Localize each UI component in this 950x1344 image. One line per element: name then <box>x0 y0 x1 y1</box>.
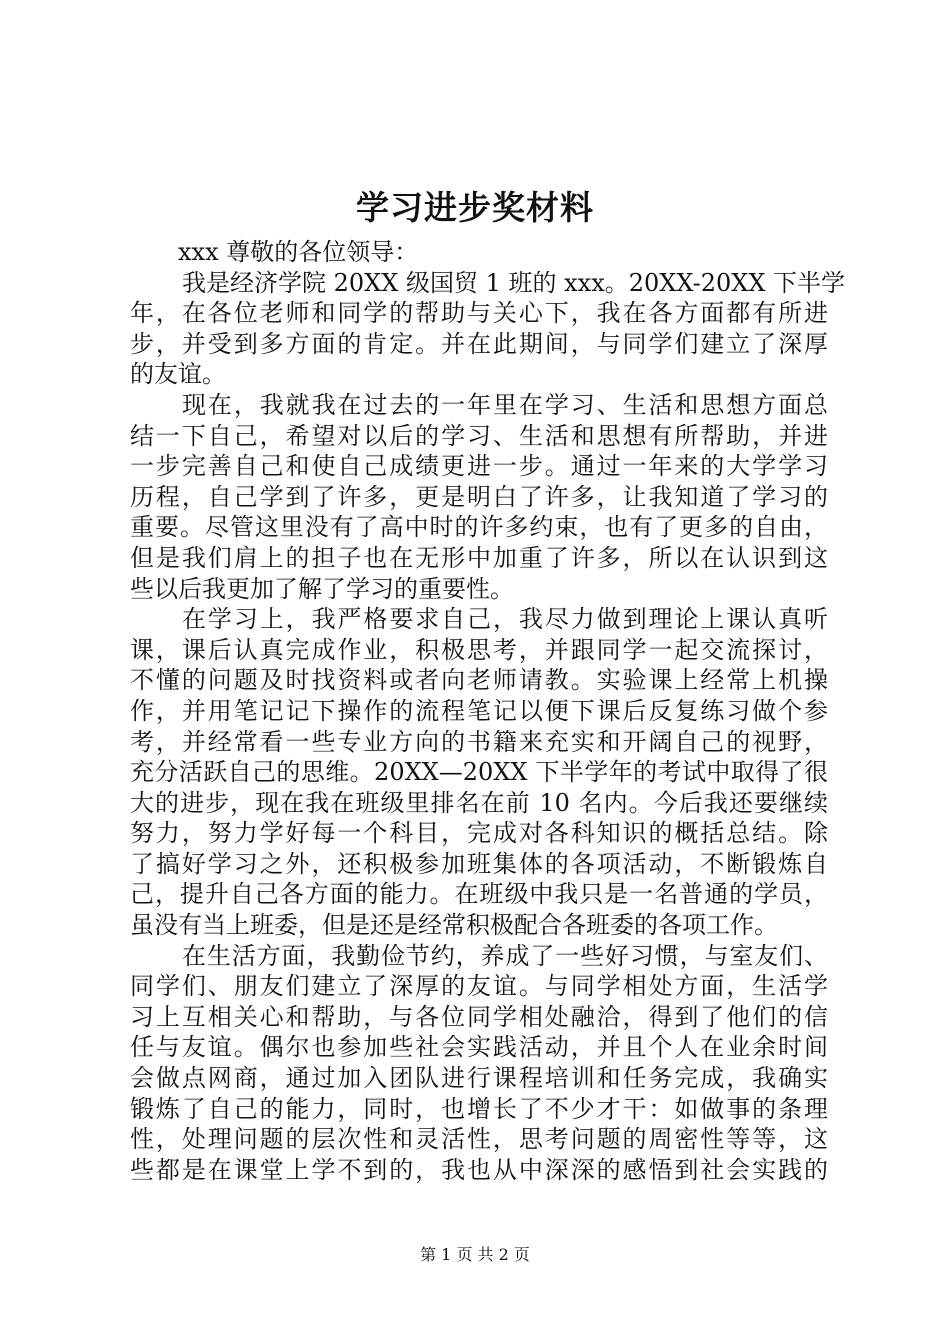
paragraph-line: 同学们、朋友们建立了深厚的友谊。与同学相处方面，生活学 <box>130 972 828 1001</box>
paragraph-line: 步，并受到多方面的肯定。并在此期间，与同学们建立了深厚 <box>130 329 828 358</box>
paragraph-line: 大的进步，现在我在班级里排名在前 10 名内。今后我还要继续 <box>130 788 828 817</box>
paragraph-line: 努力，努力学好每一个科目，完成对各科知识的概括总结。除 <box>130 819 828 848</box>
paragraph-line: 些以后我更加了解了学习的重要性。 <box>130 574 514 603</box>
paragraph-line: 课，课后认真完成作业，积极思考，并跟同学一起交流探讨， <box>130 635 828 664</box>
paragraph-line: 在学习上，我严格要求自己，我尽力做到理论上课认真听 <box>182 605 828 634</box>
paragraph-line: 在生活方面，我勤俭节约，养成了一些好习惯，与室友们、 <box>182 941 828 970</box>
paragraph-line: 充分活跃自己的思维。20XX—20XX 下半学年的考试中取得了很 <box>130 758 828 787</box>
page-footer: 第 1 页 共 2 页 <box>420 1245 530 1264</box>
paragraph-line: 锻炼了自己的能力，同时，也增长了不少才干：如做事的条理 <box>130 1094 828 1123</box>
document-body <box>130 237 846 1185</box>
paragraph-line: 作，并用笔记记下操作的流程笔记以便下课后反复练习做个参 <box>130 696 828 725</box>
paragraph-line: 结一下自己，希望对以后的学习、生活和思想有所帮助，并进 <box>130 421 828 450</box>
paragraph-line: 不懂的问题及时找资料或者向老师请教。实验课上经常上机操 <box>130 666 828 695</box>
paragraph-line: 了搞好学习之外，还积极参加班集体的各项活动，不断锻炼自 <box>130 849 828 878</box>
paragraph-line: 任与友谊。偶尔也参加些社会实践活动，并且个人在业余时间 <box>130 1033 828 1062</box>
paragraph-line: 年，在各位老师和同学的帮助与关心下，我在各方面都有所进 <box>130 299 828 328</box>
paragraph-line: 考，并经常看一些专业方向的书籍来充实和开阔自己的视野， <box>130 727 828 756</box>
paragraph-line: 些都是在课堂上学不到的，我也从中深深的感悟到社会实践的 <box>130 1155 828 1184</box>
paragraph-line: 一步完善自己和使自己成绩更进一步。通过一年来的大学学习 <box>130 452 828 481</box>
paragraph-line: 虽没有当上班委，但是还是经常积极配合各班委的各项工作。 <box>130 911 778 940</box>
document-title: 学习进步奖材料 <box>356 188 594 227</box>
paragraph-line: 我是经济学院 20XX 级国贸 1 班的 xxx。20XX-20XX 下半学 <box>182 268 846 297</box>
paragraph-line: 己，提升自己各方面的能力。在班级中我只是一名普通的学员， <box>130 880 828 909</box>
paragraph-line: 习上互相关心和帮助，与各位同学相处融洽，得到了他们的信 <box>130 1002 828 1031</box>
paragraph-line: 历程，自己学到了许多，更是明白了许多，让我知道了学习的 <box>130 482 828 511</box>
paragraph-line: 重要。尽管这里没有了高中时的许多约束，也有了更多的自由， <box>130 513 828 542</box>
paragraph-line: 现在，我就我在过去的一年里在学习、生活和思想方面总 <box>182 390 828 419</box>
paragraph-line: 性，处理问题的层次性和灵活性，思考问题的周密性等等，这 <box>130 1125 828 1154</box>
greeting-line: xxx 尊敬的各位领导： <box>178 238 419 266</box>
paragraph-line: 会做点网商，通过加入团队进行课程培训和任务完成，我确实 <box>130 1064 828 1093</box>
paragraph-line: 的友谊。 <box>130 360 226 389</box>
paragraph-line: 但是我们肩上的担子也在无形中加重了许多，所以在认识到这 <box>130 543 828 572</box>
